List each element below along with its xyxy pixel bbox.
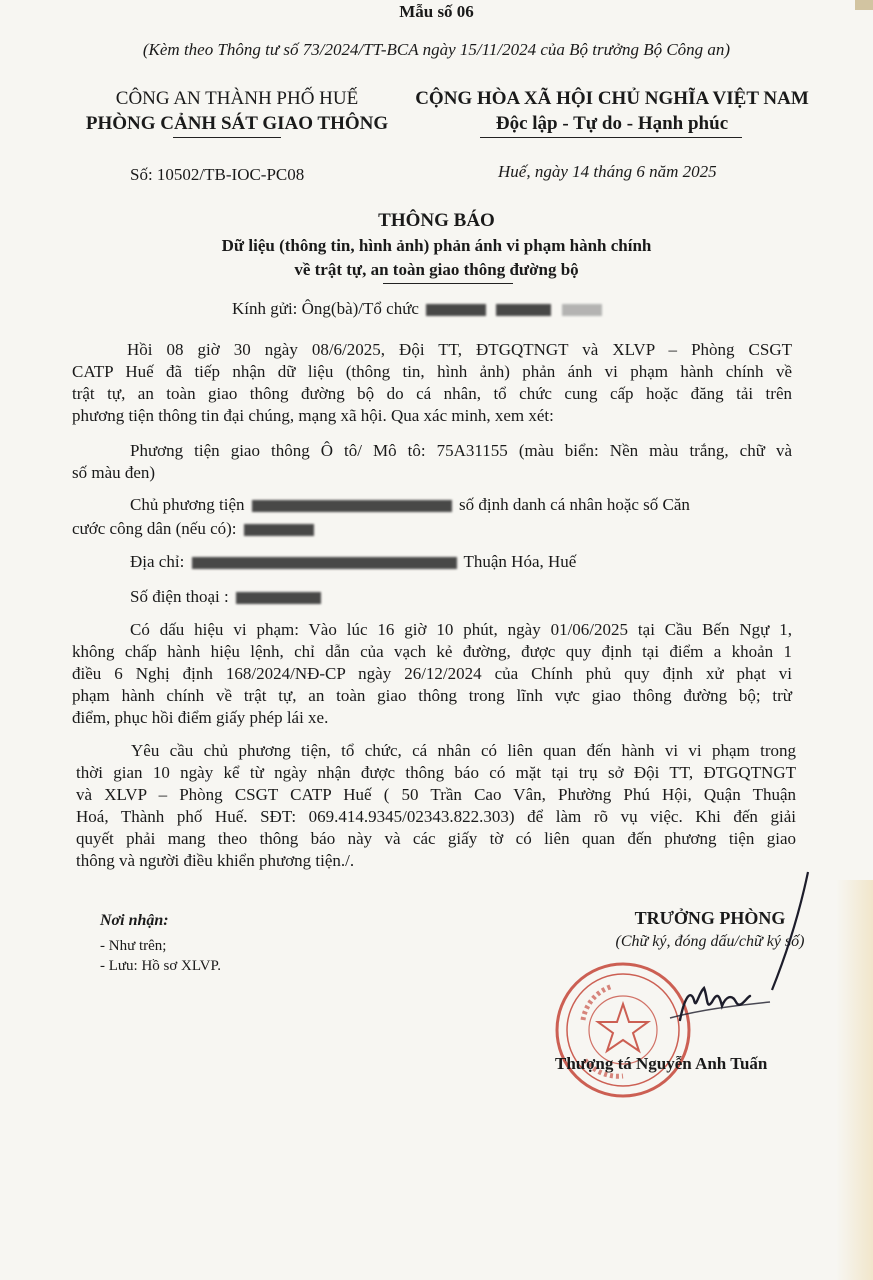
signature-note: (Chữ ký, đóng dấu/chữ ký số) xyxy=(615,933,805,950)
redacted-citizen-id xyxy=(244,524,314,536)
request-paragraph xyxy=(76,740,796,872)
owner-id-line xyxy=(72,518,317,540)
request-line: thông và người điều khiển phương tiện./. xyxy=(76,851,355,870)
document-subtitle-line2: về trật tự, an toàn giao thông đường bộ xyxy=(294,260,579,279)
motto-underline xyxy=(480,137,742,138)
vehicle-line: số màu đen) xyxy=(72,463,156,482)
recipients-item: - Lưu: Hồ sơ XLVP. xyxy=(100,958,221,974)
intro-paragraph xyxy=(72,339,792,427)
redacted-recipient xyxy=(426,304,486,316)
recipient-label: Kính gửi: Ông(bà)/Tổ chức xyxy=(232,299,419,318)
request-line: quyết phải mang theo thông báo này và các giấy tờ có liên quan đến phương tiện giao xyxy=(76,829,796,848)
redacted-phone xyxy=(236,592,321,604)
phone-label: Số điện thoại : xyxy=(130,587,229,606)
document-number: Số: 10502/TB-IOC-PC08 xyxy=(130,165,305,184)
redacted-recipient xyxy=(562,304,602,316)
handwritten-signature xyxy=(660,870,810,1040)
owner-id-label: số định danh cá nhân hoặc số Căn xyxy=(459,495,690,514)
vehicle-paragraph xyxy=(72,440,792,484)
redacted-owner-name xyxy=(252,500,452,512)
request-line: Hoá, Thành phố Huế. SĐT: 069.414.9345/02343.822.303) để làm rõ vụ việc. Khi đến giải xyxy=(76,807,796,826)
violation-paragraph xyxy=(72,619,792,729)
recipients-title: Nơi nhận: xyxy=(100,912,169,929)
document-subtitle-line1: Dữ liệu (thông tin, hình ảnh) phản ánh vi phạm hành chính xyxy=(221,236,652,255)
request-line: và XLVP – Phòng CSGT CATP Huế ( 50 Trần Cao Vân, Phường Phú Hội, Quận Thuận xyxy=(76,785,796,804)
place-date: Huế, ngày 14 tháng 6 năm 2025 xyxy=(498,162,717,181)
address-tail: Thuận Hóa, Huế xyxy=(463,552,577,571)
recipients-item: - Như trên; xyxy=(100,938,167,954)
violation-line: không chấp hành hiệu lệnh, chỉ dẫn của vạch kẻ đường, được quy định tại điểm a khoản 1 xyxy=(72,642,792,661)
address-line xyxy=(130,551,576,573)
signer-name: Thượng tá Nguyễn Anh Tuấn xyxy=(555,1054,768,1073)
violation-line: điều 6 Nghị định 168/2024/NĐ-CP ngày 26/12/2024 của Chính phủ quy định xử phạt vi xyxy=(72,664,792,683)
agency-name: CÔNG AN THÀNH PHỐ HUẾ xyxy=(115,88,359,109)
intro-line: trật tự, an toàn giao thông đường bộ do cá nhân, tổ chức cung cấp hoặc đăng tải trên xyxy=(72,384,792,403)
nation-motto: Độc lập - Tự do - Hạnh phúc xyxy=(495,113,729,134)
violation-line: Có dấu hiệu vi phạm: Vào lúc 16 giờ 10 phút, ngày 01/06/2025 tại Cầu Bến Ngự 1, xyxy=(130,620,792,639)
intro-line: phương tiện thông tin đại chúng, mạng xã hội. Qua xác minh, xem xét: xyxy=(72,406,554,425)
violation-line: phạm hành chính về trật tự, an toàn giao thông trong lĩnh vực giao thông đường bộ; trừ xyxy=(72,686,792,705)
phone-line xyxy=(130,586,324,608)
document-title: THÔNG BÁO xyxy=(378,210,495,231)
nation-title: CỘNG HÒA XÃ HỘI CHỦ NGHĨA VIỆT NAM xyxy=(415,88,809,109)
recipient-line xyxy=(232,298,605,320)
redacted-recipient xyxy=(496,304,551,316)
violation-line: điểm, phục hồi điểm giấy phép lái xe. xyxy=(72,708,329,727)
intro-line: Hồi 08 giờ 30 ngày 08/6/2025, Đội TT, ĐTGQTNGT và XLVP – Phòng CSGT xyxy=(127,340,792,359)
form-reference: (Kèm theo Thông tư số 73/2024/TT-BCA ngày 15/11/2024 của Bộ trưởng Bộ Công an) xyxy=(142,40,731,59)
request-line: Yêu cầu chủ phương tiện, tổ chức, cá nhân có liên quan đến hành vi vi phạm trong xyxy=(131,741,796,760)
agency-department: PHÒNG CẢNH SÁT GIAO THÔNG xyxy=(85,113,389,134)
citizen-id-label: cước công dân (nếu có): xyxy=(72,519,237,538)
vehicle-line: Phương tiện giao thông Ô tô/ Mô tô: 75A31155 (màu biển: Nền màu trắng, chữ và xyxy=(130,441,792,460)
form-number: Mẫu số 06 xyxy=(399,2,474,21)
subtitle-underline xyxy=(383,283,513,284)
request-line: thời gian 10 ngày kể từ ngày nhận được thông báo có mặt tại trụ sở Đội TT, ĐTGQTNGT xyxy=(76,763,796,782)
owner-label: Chủ phương tiện xyxy=(130,495,245,514)
owner-line xyxy=(130,494,690,516)
address-label: Địa chỉ: xyxy=(130,552,185,571)
agency-underline xyxy=(173,137,281,138)
signer-position: TRƯỞNG PHÒNG xyxy=(634,908,786,928)
redacted-address xyxy=(192,557,457,569)
intro-line: CATP Huế đã tiếp nhận dữ liệu (thông tin, hình ảnh) phản ánh vi phạm hành chính về xyxy=(72,362,792,381)
